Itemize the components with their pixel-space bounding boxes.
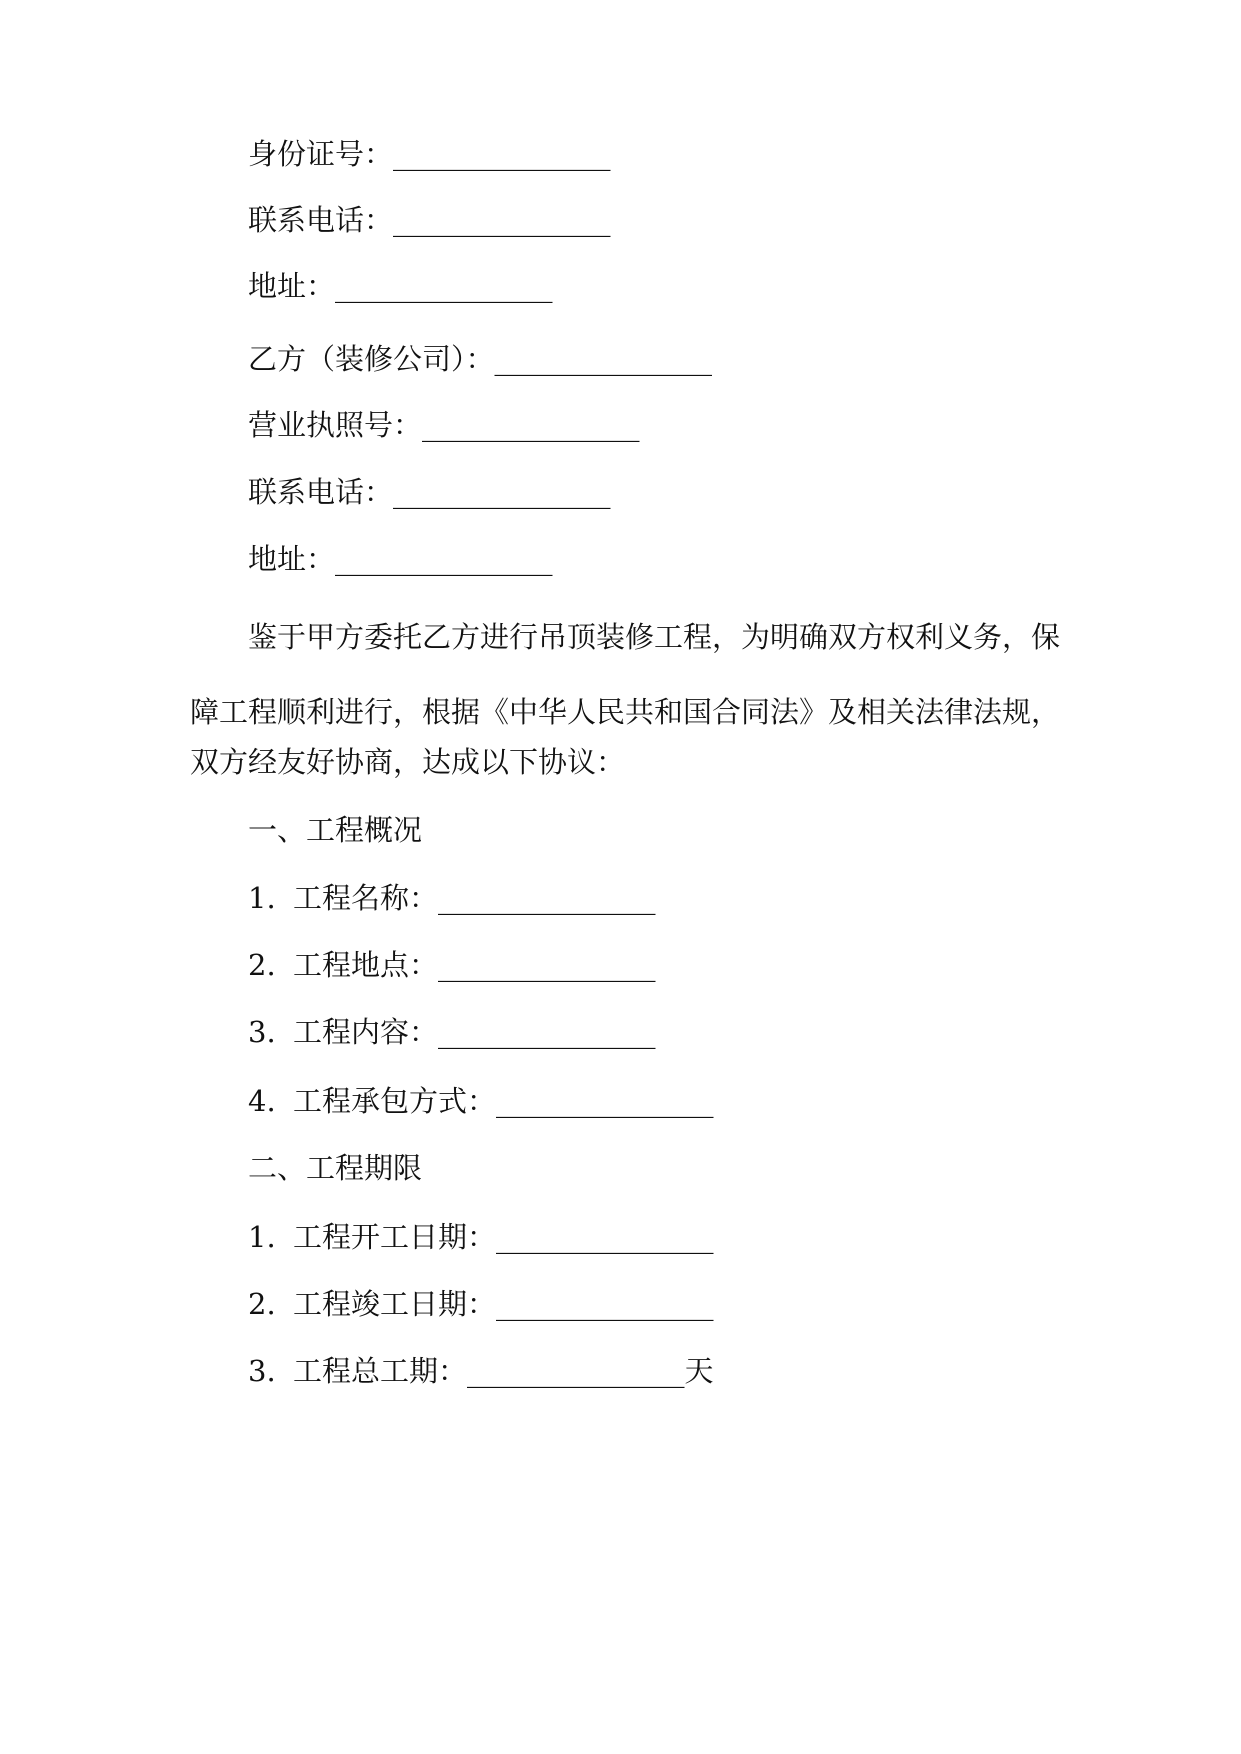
field-label: 地址： <box>248 269 336 303</box>
field-label: 工程地点： <box>293 948 439 982</box>
field-label: 工程内容： <box>293 1015 439 1049</box>
field-label: 营业执照号： <box>248 408 423 442</box>
party-a-address <box>248 266 553 306</box>
item-number: 4. <box>248 1084 276 1118</box>
blank-line: _______________ <box>335 542 553 576</box>
item-number: 1. <box>248 1220 276 1254</box>
blank-line: _______________ <box>393 203 611 237</box>
blank-line: _______________ <box>438 1015 656 1049</box>
list-item <box>248 1217 714 1257</box>
preamble-paragraph: 鉴于甲方委托乙方进行吊顶装修工程，为明确双方权利义务，保障工程顺利进行，根据《中华人民共和国合同法》及相关法律法规， <box>190 620 1061 729</box>
blank-line: _______________ <box>467 1354 685 1388</box>
blank-line: _______________ <box>393 475 611 509</box>
item-number: 2. <box>248 1287 276 1321</box>
blank-line: _______________ <box>393 137 611 171</box>
field-label: 工程开工日期： <box>293 1220 497 1254</box>
item-number: 1. <box>248 881 276 915</box>
preamble-paragraph-end: 双方经友好协商，达成以下协议： <box>190 745 626 779</box>
list-item <box>248 1012 656 1052</box>
list-item <box>248 1284 714 1324</box>
field-label: 联系电话： <box>248 475 394 509</box>
field-label: 工程名称： <box>293 881 439 915</box>
blank-line: _______________ <box>438 948 656 982</box>
blank-line: _______________ <box>496 1220 714 1254</box>
blank-line: _______________ <box>438 881 656 915</box>
item-number: 2. <box>248 948 276 982</box>
list-item <box>248 945 656 985</box>
party-a-id-number <box>248 134 611 174</box>
unit-suffix: 天 <box>684 1354 714 1388</box>
field-label: 工程总工期： <box>293 1354 468 1388</box>
field-label: 工程竣工日期： <box>293 1287 497 1321</box>
blank-line: _______________ <box>422 408 640 442</box>
list-item <box>248 1081 714 1121</box>
item-number: 3. <box>248 1015 276 1049</box>
field-label: 身份证号： <box>248 137 394 171</box>
blank-line: _______________ <box>496 1084 714 1118</box>
party-a-phone <box>248 200 611 240</box>
list-item <box>248 878 656 918</box>
field-label: 乙方（装修公司）： <box>248 342 495 376</box>
party-b-name <box>248 339 712 379</box>
list-item <box>248 1351 714 1391</box>
blank-line: _______________ <box>496 1287 714 1321</box>
item-number: 3. <box>248 1354 276 1388</box>
party-b-license <box>248 405 640 445</box>
field-label: 联系电话： <box>248 203 394 237</box>
party-b-phone <box>248 472 611 512</box>
field-label: 工程承包方式： <box>293 1084 497 1118</box>
section-heading: 二、工程期限 <box>248 1151 423 1185</box>
section-heading: 一、工程概况 <box>248 813 423 847</box>
party-b-address <box>248 539 553 579</box>
blank-line: _______________ <box>335 269 553 303</box>
field-label: 地址： <box>248 542 336 576</box>
blank-line: _______________ <box>494 342 713 376</box>
